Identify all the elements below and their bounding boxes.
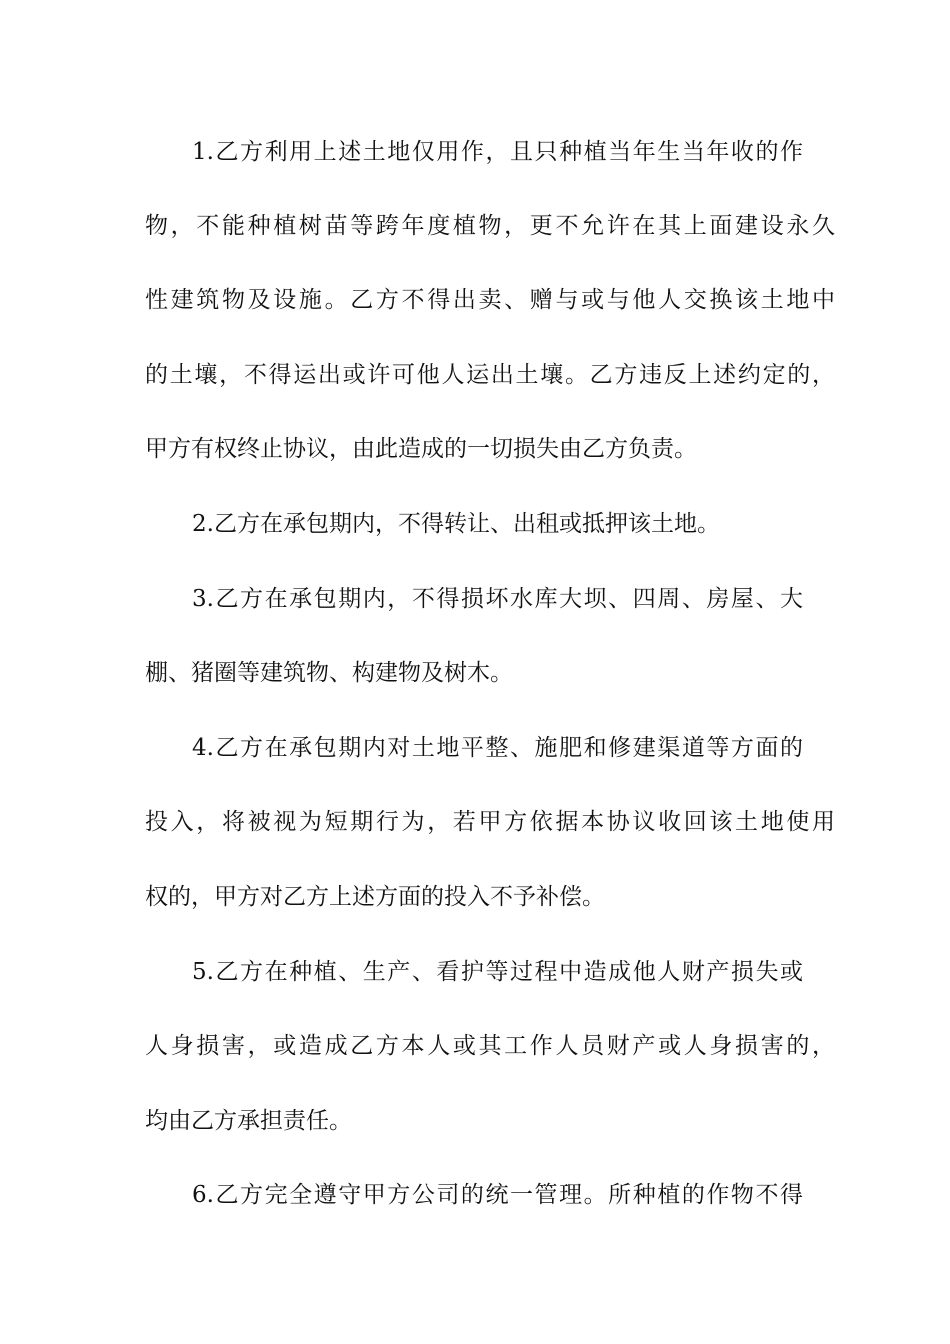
- clause-2-line-1: 2.乙方在承包期内，不得转让、出租或抵押该土地。: [192, 511, 720, 537]
- clause-3-line-2: 棚、猪圈等建筑物、构建物及树木。: [145, 660, 513, 686]
- clause-1-line-3: 性建筑物及设施。乙方不得出卖、赠与或与他人交换该土地中: [145, 287, 835, 313]
- clause-4-line-3: 权的，甲方对乙方上述方面的投入不予补偿。: [145, 884, 605, 910]
- clause-4-line-1: 4.乙方在承包期内对土地平整、施肥和修建渠道等方面的: [192, 735, 803, 761]
- clause-3-line-1: 3.乙方在承包期内，不得损坏水库大坝、四周、房屋、大: [192, 586, 803, 612]
- clause-6-line-1: 6.乙方完全遵守甲方公司的统一管理。所种植的作物不得: [192, 1182, 803, 1208]
- clause-1-line-5: 甲方有权终止协议，由此造成的一切损失由乙方负责。: [145, 436, 697, 462]
- clause-1-line-1: 1.乙方利用上述土地仅用作，且只种植当年生当年收的作: [192, 139, 803, 165]
- clause-5-line-1: 5.乙方在种植、生产、看护等过程中造成他人财产损失或: [192, 959, 803, 985]
- clause-1-line-4: 的土壤，不得运出或许可他人运出土壤。乙方违反上述约定的，: [145, 362, 835, 388]
- clause-1-line-2: 物，不能种植树苗等跨年度植物，更不允许在其上面建设永久: [145, 213, 835, 239]
- clause-4-line-2: 投入，将被视为短期行为，若甲方依据本协议收回该土地使用: [145, 809, 835, 835]
- clause-5-line-3: 均由乙方承担责任。: [145, 1108, 352, 1134]
- clause-5-line-2: 人身损害，或造成乙方本人或其工作人员财产或人身损害的，: [145, 1033, 835, 1059]
